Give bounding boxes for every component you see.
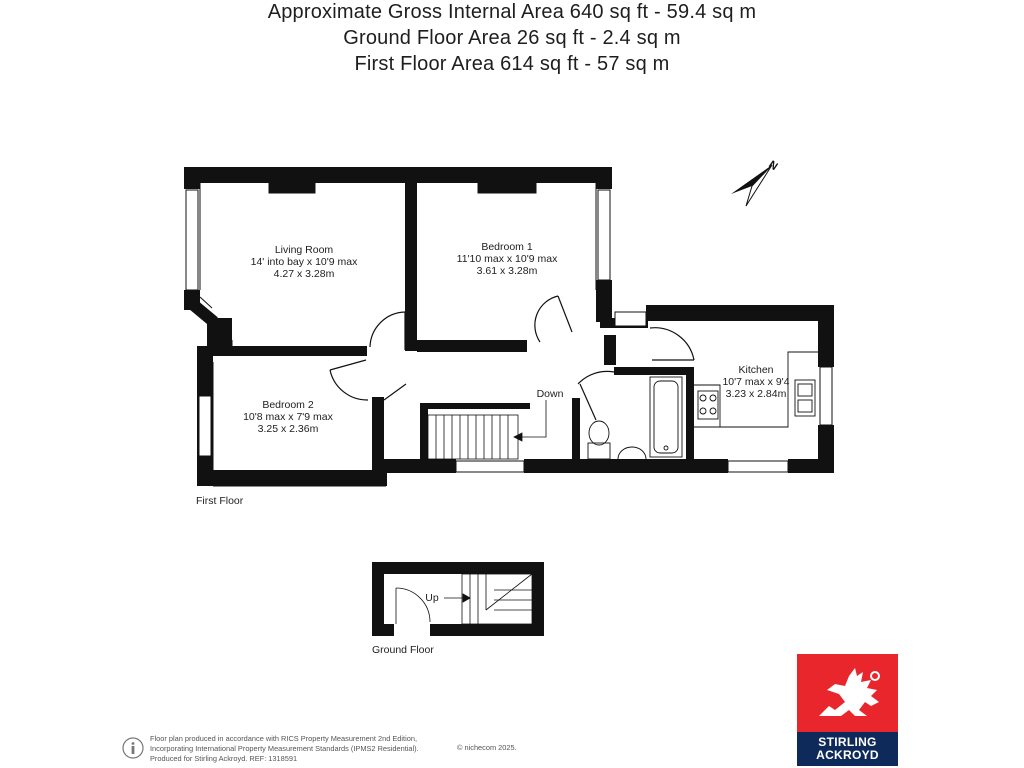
info-icon bbox=[122, 737, 144, 759]
logo-line-2: ACKROYD bbox=[816, 748, 879, 762]
gross-area-title: Approximate Gross Internal Area 640 sq ft - 59.4 sq m bbox=[267, 1, 757, 23]
bedroom2-dim-metric: 3.25 x 2.36m bbox=[257, 423, 319, 435]
copyright: © nichecom 2025. bbox=[457, 743, 517, 752]
stirling-ackroyd-logo bbox=[797, 654, 898, 766]
living-room-dim-imperial: 14' into bay x 10'9 max bbox=[250, 256, 358, 268]
kitchen-name: Kitchen bbox=[738, 364, 774, 376]
bedroom1-dim-metric: 3.61 x 3.28m bbox=[476, 265, 538, 277]
bedroom2-name: Bedroom 2 bbox=[262, 399, 314, 411]
logo-wordmark bbox=[797, 732, 898, 766]
logo-emblem bbox=[797, 654, 898, 732]
bedroom1-name: Bedroom 1 bbox=[481, 241, 533, 253]
kitchen-dim-metric: 3.23 x 2.84m bbox=[725, 388, 787, 400]
first-floor-label: First Floor bbox=[196, 495, 244, 507]
footer-line-1: Floor plan produced in accordance with RICS Property Measurement 2nd Edition, bbox=[150, 734, 418, 743]
bathroom-fixtures bbox=[588, 377, 682, 459]
living-room-name: Living Room bbox=[274, 244, 334, 256]
compass-icon bbox=[731, 159, 780, 206]
logo-line-1: STIRLING bbox=[818, 735, 877, 749]
footer-line-3: Produced for Stirling Ackroyd. REF: 1318591 bbox=[150, 754, 298, 763]
kitchen-dim-imperial: 10'7 max x 9'4 bbox=[722, 376, 790, 388]
bedroom1-dim-imperial: 11'10 max x 10'9 max bbox=[456, 253, 558, 265]
living-room-dim-metric: 4.27 x 3.28m bbox=[273, 268, 335, 280]
ground-floor-label: Ground Floor bbox=[372, 644, 434, 656]
ground-floor-plan bbox=[372, 562, 544, 656]
ground-floor-area: Ground Floor Area 26 sq ft - 2.4 sq m bbox=[343, 27, 681, 49]
footer-disclaimer bbox=[150, 734, 419, 764]
stairs-up-label: Up bbox=[425, 592, 439, 604]
first-floor-area: First Floor Area 614 sq ft - 57 sq m bbox=[354, 53, 670, 75]
bedroom2-dim-imperial: 10'8 max x 7'9 max bbox=[243, 411, 333, 423]
stairs-down-label: Down bbox=[536, 388, 564, 400]
griffin-icon bbox=[797, 654, 898, 732]
walls bbox=[184, 167, 834, 486]
compass-north-label: N bbox=[766, 158, 780, 174]
first-floor-plan bbox=[184, 167, 834, 507]
footer-line-2: Incorporating International Property Measurement Standards (IPMS2 Residential). bbox=[150, 744, 419, 753]
